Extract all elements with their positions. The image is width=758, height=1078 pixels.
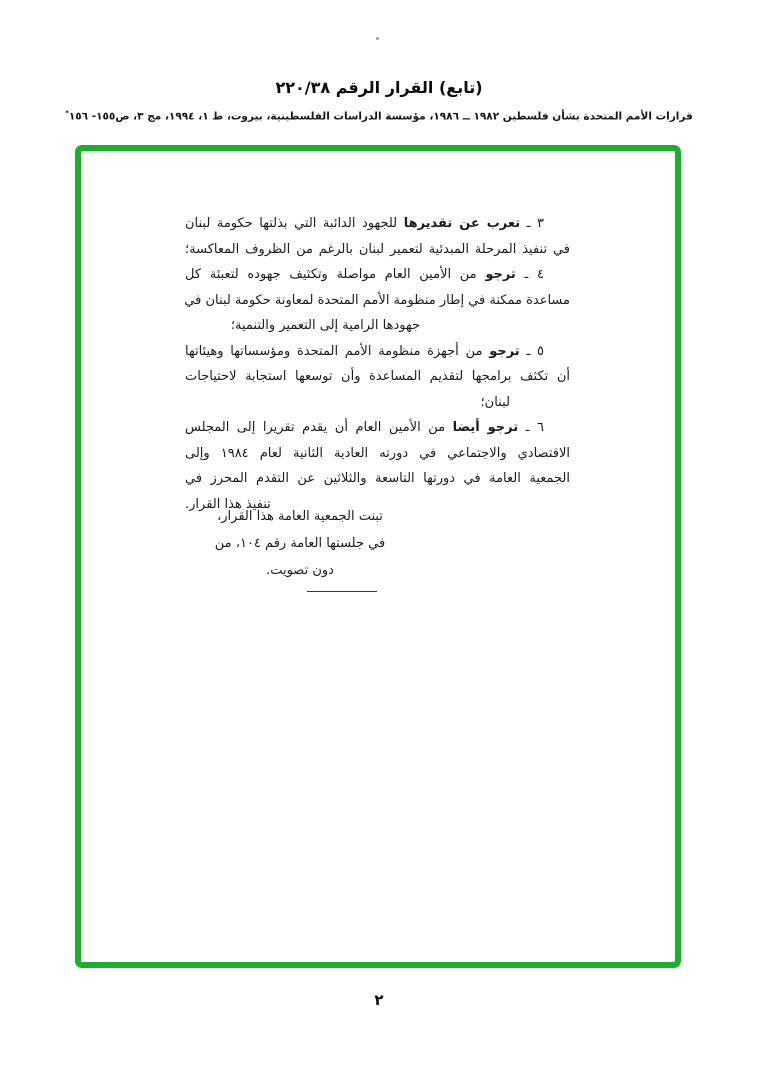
source-citation-text: قرارات الأمم المتحدة بشأن فلسطين ١٩٨٢ ــ ١٩٨٦، مؤسسة الدراسات الفلسطينية، بيروت، ط ١، ١٩٩٤، مج ٣، ص١٥٥- ١٥٦ [68, 110, 693, 123]
body-line-p3-1 [185, 211, 570, 237]
operative-phrase: ترجو [489, 343, 520, 359]
body-line-p4-3: جهودها الرامية إلى التعمير والتنمية؛ [230, 318, 420, 333]
operative-phrase: ترجو [485, 267, 516, 282]
scan-speck-artifact [376, 37, 379, 40]
body-line-p4-2: مساعدة ممكنة في إطار منظومة الأمم المتحدة لمعاونة حكومة لبنان في [184, 292, 570, 308]
page-number: ٢ [374, 991, 384, 1009]
adoption-note-line: دون تصويت. [266, 563, 334, 578]
body-line-p4-1 [185, 262, 570, 288]
adoption-note [208, 503, 392, 584]
paragraph-number: ٣ ـ [520, 216, 544, 231]
body-line-p3-2: في تنفيذ المرحلة المبدئية لتعمير لبنان بالرغم من الظروف المعاكسة؛ [185, 241, 570, 257]
paragraph-number: ٥ ـ [519, 343, 545, 359]
operative-phrase: ترجو أيضا [452, 420, 519, 435]
body-line-p6-3: الجمعية العامة في دورتها التاسعة والثلاثين عن التقدم المحرز في [185, 471, 570, 486]
body-line-p6-4: تنفيذ هذا القرار. [185, 496, 271, 512]
line-text: للجهود الدائبة التي بذلتها حكومة لبنان [185, 216, 404, 231]
line-text: من أجهزة منظومة الأمم المتحدة ومؤسساتها وهيئاتها [185, 343, 490, 359]
body-line-p5-3: لبنان؛ [480, 394, 510, 410]
body-line-p5-2: أن تكثف برامجها لتقديم المساعدة وأن توسعها استجابة لاحتياجات [185, 369, 570, 384]
adoption-note-line: في جلستها العامة رقم ١٠٤، من [214, 536, 386, 551]
line-text: من الأمين العام أن يقدم تقريرا إلى المجلس [185, 420, 453, 435]
end-divider-rule [307, 591, 377, 592]
line-text: من الأمين العام مواصلة وتكثيف جهوده لتعبئة كل [185, 267, 486, 282]
resolution-title: (تابع) القرار الرقم ٢٢٠/٣٨ [275, 78, 483, 97]
adoption-note-line: تبنت الجمعية العامة هذا القرار، [217, 509, 383, 524]
paragraph-number: ٦ ـ [518, 420, 545, 435]
operative-phrase: تعرب عن تقديرها [403, 216, 521, 231]
source-citation [0, 105, 758, 125]
resolution-body [185, 211, 570, 517]
paragraph-number: ٤ ـ [515, 267, 544, 282]
body-line-p5-1 [185, 339, 570, 365]
footnote-marker: * [65, 109, 69, 117]
body-line-p6-1 [185, 415, 570, 441]
body-line-p6-2: الاقتصادي والاجتماعي في دورته العادية الثانية لعام ١٩٨٤ وإلى [185, 445, 570, 461]
